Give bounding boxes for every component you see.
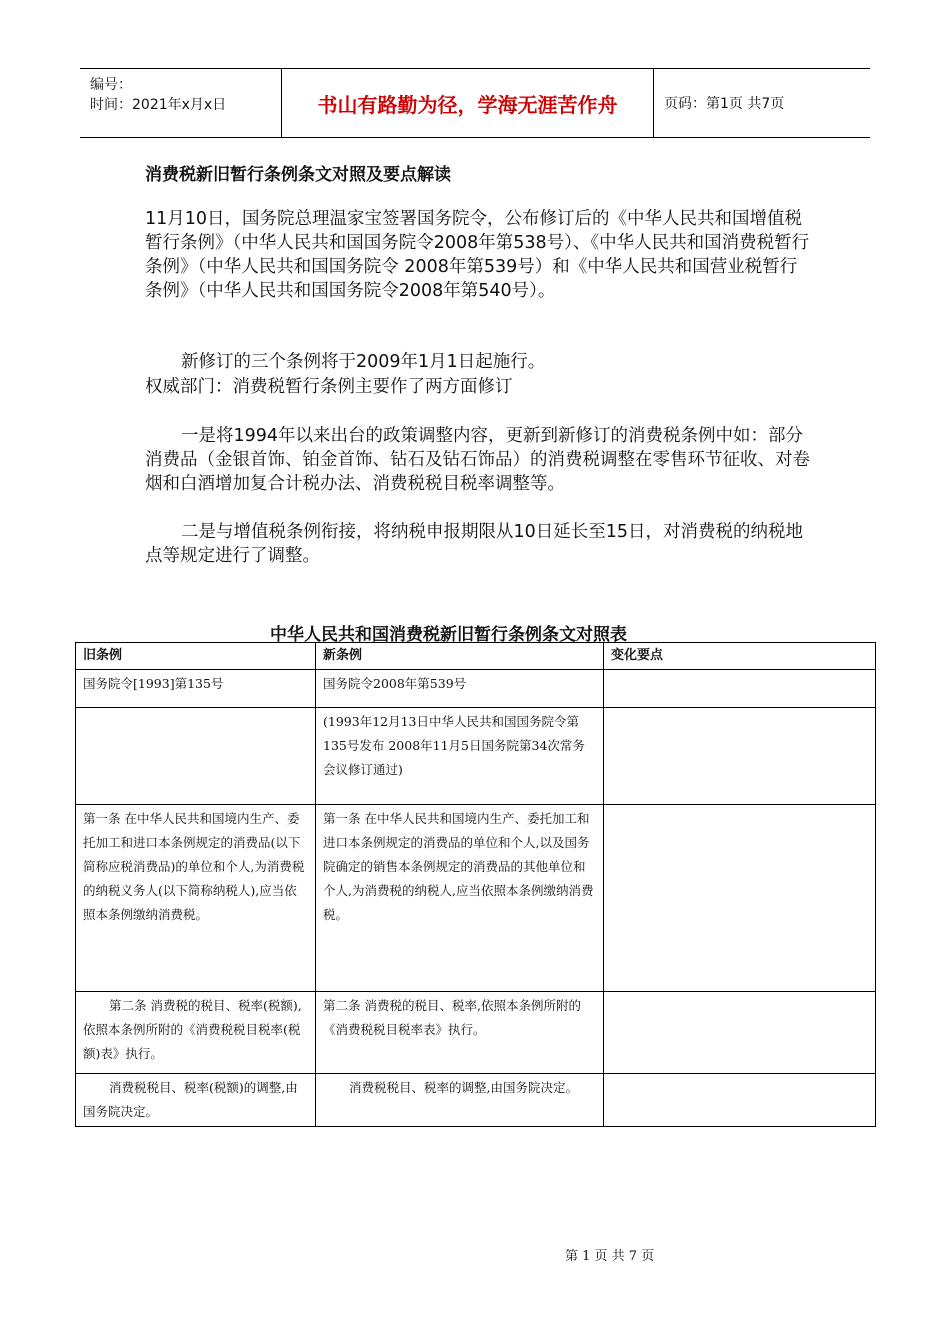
cell-change xyxy=(604,670,876,708)
table-row xyxy=(76,670,876,708)
cell-change xyxy=(604,992,876,1074)
date: 时间：2021年x月x日 xyxy=(90,97,227,113)
header-new: 新条例 xyxy=(316,643,604,670)
page-footer: 第 1 页 共 7 页 xyxy=(565,1249,655,1264)
document-title: 消费税新旧暂行条例条文对照及要点解读 xyxy=(145,165,451,185)
paragraph-effective-date: 新修订的三个条例将于2009年1月1日起施行。 xyxy=(181,352,546,372)
paragraph-authority: 权威部门：消费税暂行条例主要作了两方面修订 xyxy=(145,377,513,397)
header-info xyxy=(80,69,282,137)
cell-new: 国务院令2008年第539号 xyxy=(316,670,604,708)
cell-old: 消费税税目、税率(税额)的调整,由国务院决定。 xyxy=(76,1074,316,1127)
serial-number: 编号： xyxy=(90,77,132,93)
cell-change xyxy=(604,1074,876,1127)
cell-new: (1993年12月13日中华人民共和国国务院令第135号发布 2008年11月5日国务院第34次常务会议修订通过) xyxy=(316,708,604,805)
table-row xyxy=(76,708,876,805)
cell-change xyxy=(604,805,876,992)
page-indicator: 页码：第1页 共7页 xyxy=(664,96,785,112)
table-title: 中华人民共和国消费税新旧暂行条例条文对照表 xyxy=(270,625,627,645)
table-header-row xyxy=(76,643,876,670)
page-header xyxy=(80,68,870,138)
cell-old xyxy=(76,708,316,805)
cell-change xyxy=(604,708,876,805)
comparison-table xyxy=(75,642,876,1127)
table-row xyxy=(76,1074,876,1127)
motto: 书山有路勤为径，学海无涯苦作舟 xyxy=(282,69,654,137)
paragraph-revision-two: 二是与增值税条例衔接，将纳税申报期限从10日延长至15日，对消费税的纳税地点等规定进行了调整。 xyxy=(145,522,804,566)
table-row xyxy=(76,805,876,992)
cell-old: 国务院令[1993]第135号 xyxy=(76,670,316,708)
header-change: 变化要点 xyxy=(604,643,876,670)
cell-old: 第一条 在中华人民共和国境内生产、委托加工和进口本条例规定的消费品(以下简称应税消费品)的单位和个人,为消费税的纳税义务人(以下简称纳税人),应当依照本条例缴纳消费税。 xyxy=(76,805,316,992)
table-row xyxy=(76,992,876,1074)
paragraph-revision-one: 一是将1994年以来出台的政策调整内容，更新到新修订的消费税条例中如：部分消费品（金银首饰、铂金首饰、钻石及钻石饰品）的消费税调整在零售环节征收、对卷烟和白酒增加复合计税办法、消费税税目税率调整等。 xyxy=(145,426,810,494)
cell-new: 消费税税目、税率的调整,由国务院决定。 xyxy=(316,1074,604,1127)
cell-new: 第二条 消费税的税目、税率,依照本条例所附的《消费税税目税率表》执行。 xyxy=(316,992,604,1074)
header-old: 旧条例 xyxy=(76,643,316,670)
cell-old: 第二条 消费税的税目、税率(税额),依照本条例所附的《消费税税目税率(税额)表》执行。 xyxy=(76,992,316,1074)
paragraph-intro: 11月10日，国务院总理温家宝签署国务院令，公布修订后的《中华人民共和国增值税暂行条例》（中华人民共和国国务院令2008年第538号）、《中华人民共和国消费税暂行条例》（中华人民共和国国务院令 2008年第539号）和《中华人民共和国营业税暂行条例》（中华人民共和国国务院令2008年第540号）。 xyxy=(145,209,810,301)
cell-new: 第一条 在中华人民共和国境内生产、委托加工和进口本条例规定的消费品的单位和个人,以及国务院确定的销售本条例规定的消费品的其他单位和个人,为消费税的纳税人,应当依照本条例缴纳消费税。 xyxy=(316,805,604,992)
